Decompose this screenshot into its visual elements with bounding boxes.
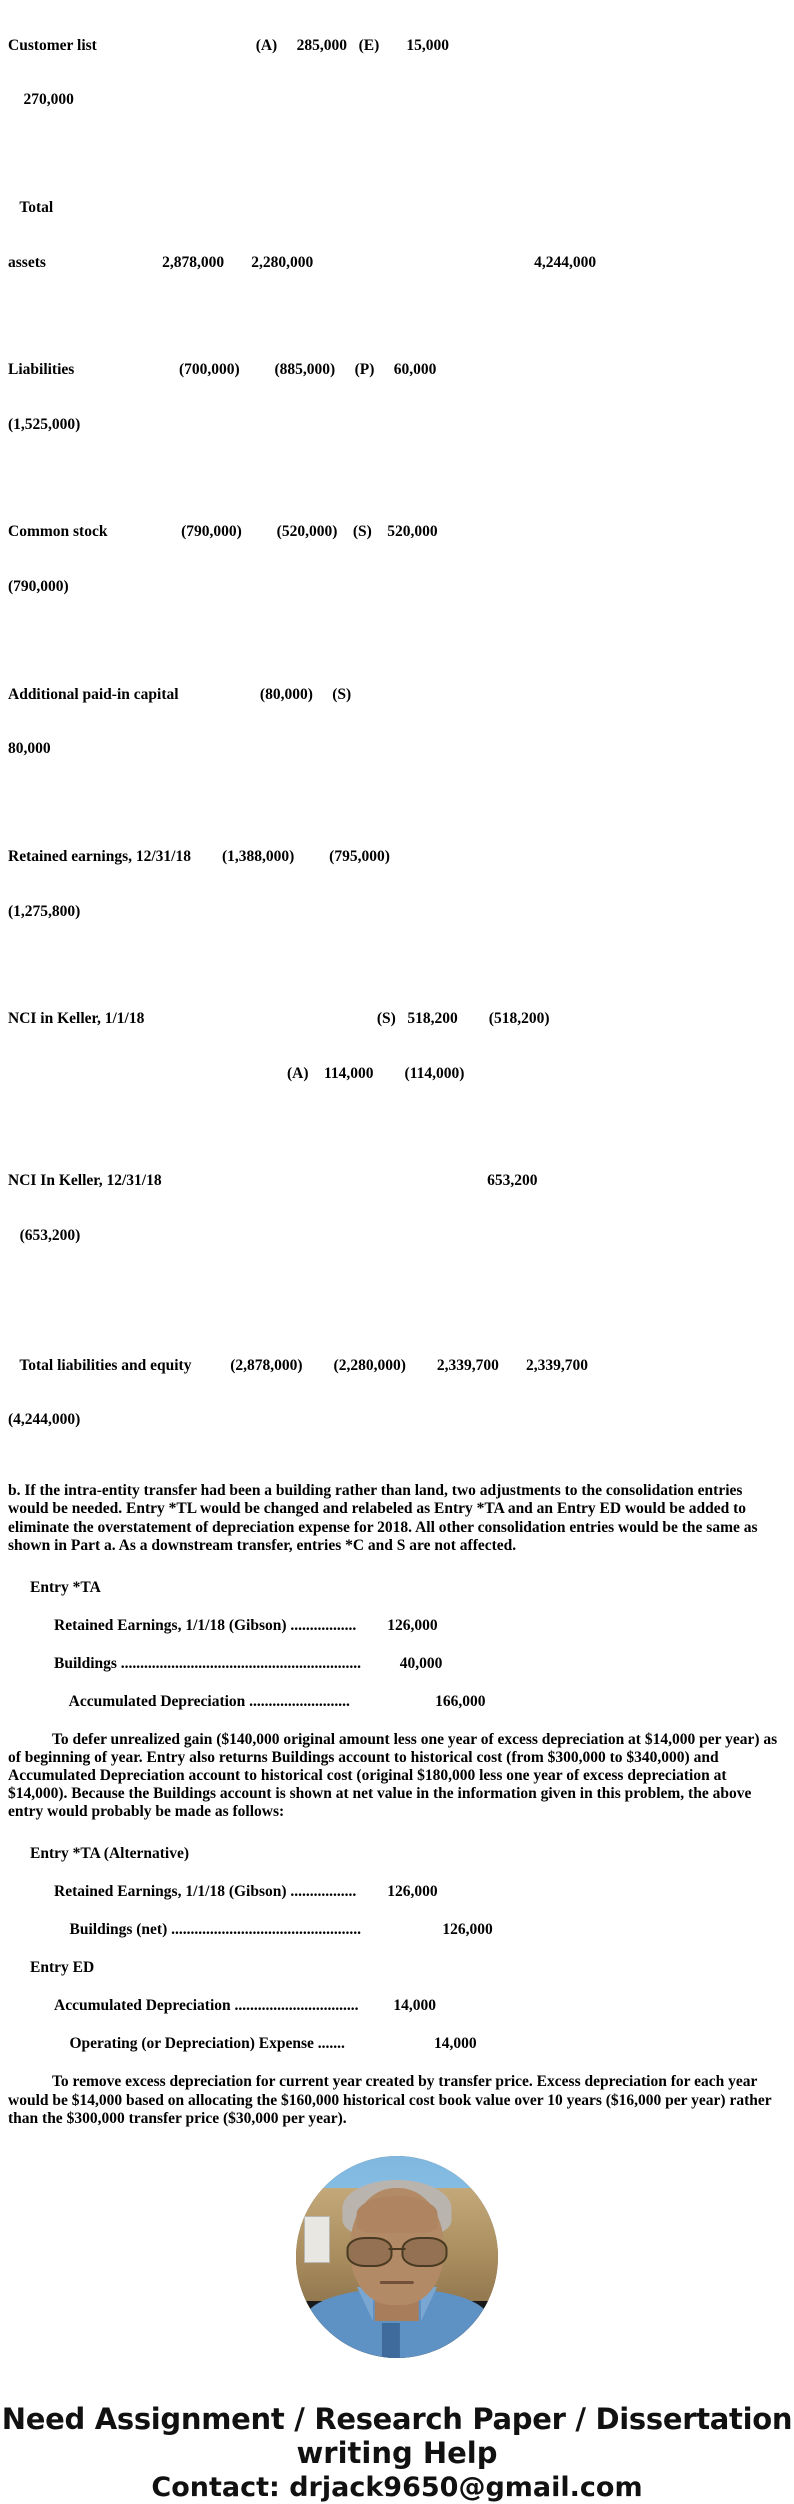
- photo-tie: [382, 2323, 400, 2357]
- photo-glasses-bridge: [389, 2248, 405, 2250]
- photo-background-switch-panel: [304, 2216, 330, 2262]
- photo-forehead: [357, 2196, 438, 2232]
- part-b-paragraph: b. If the intra-entity transfer had been a building rather than land, two adjustments to the consolidation entries would be needed. Entry *TL would be changed and relabeled as Entry *TA and an Entry ED would be added to eliminate the overstatement of depreciation expense for 2018. All other consolidation entries would be the same as shown in Part a. As a downstream transfer, entries *C and S are not affected.: [8, 1482, 758, 1554]
- promo-block: [0, 2402, 794, 2504]
- worksheet-row-line2: (A) 114,000 (114,000): [8, 1064, 465, 1082]
- entry-ta-explanation: To defer unrealized gain ($140,000 original amount less one year of excess depreciation at $14,000 per year) as of beginning of year. Entry also returns Buildings account to historical cost (from $300,000 to $340,000) and Accumulated Depreciation account to historical cost (original $180,000 less one year of excess depreciation at $14,000). Because the Buildings account is shown at net value in the information given in this problem, the above entry would probably be made as follows:: [8, 1730, 778, 1821]
- promo-line-2: writing Help: [296, 2435, 498, 2470]
- worksheet-row-total-assets: [8, 162, 786, 308]
- entry-ed-line-accumulated-depreciation: Accumulated Depreciation ................................ 14,000: [54, 1997, 437, 2015]
- worksheet-row-line2: (4,244,000): [8, 1411, 81, 1429]
- section-gap: [0, 1835, 794, 1845]
- worksheet-row-line1: Additional paid-in capital (80,000) (S): [8, 685, 352, 703]
- portrait-container: [0, 2156, 794, 2358]
- entry-ed-line-operating-expense: Operating (or Depreciation) Expense ....... 14,000: [54, 2035, 477, 2053]
- worksheet-row-customer-list: [8, 0, 786, 146]
- worksheet-row-line1: Total: [8, 198, 54, 216]
- entry-ta-alternative-title: Entry *TA (Alternative): [30, 1845, 189, 1863]
- worksheet-row-line1: Liabilities (700,000) (885,000) (P) 60,000: [8, 361, 437, 379]
- photo-mouth: [380, 2281, 414, 2284]
- worksheet-row-line1: NCI In Keller, 12/31/18 653,200: [8, 1172, 538, 1190]
- worksheet-row-line2: (653,200): [8, 1227, 81, 1245]
- photo-lens-left: [347, 2237, 393, 2267]
- entry-ta-line-buildings: Buildings .............................................................. 40,000: [54, 1654, 443, 1672]
- entry-ta-line-accumulated-depreciation: Accumulated Depreciation .......................... 166,000: [54, 1692, 486, 1710]
- worksheet-row-total-liabilities-and-equity: [8, 1320, 786, 1466]
- worksheet-row-line2: (1,275,800): [8, 902, 81, 920]
- entry-ta-alt-line-buildings-net: Buildings (net) ................................................. 126,000: [54, 1921, 493, 1939]
- worksheet-row-line1: Customer list (A) 285,000 (E) 15,000: [8, 36, 450, 54]
- worksheet-row-retained-earnings: [8, 811, 786, 957]
- entry-ed-explanation: To remove excess depreciation for current year created by transfer price. Excess depreciation for each year would be $14,000 based on allocating the $160,000 historical cost book value over 10 years ($16,000 per year) rather than the $300,000 transfer price ($30,000 per year).: [8, 2073, 772, 2127]
- worksheet-row-nci-ending: [8, 1136, 786, 1282]
- worksheet-row-line2: 270,000: [8, 91, 74, 109]
- worksheet-row-line1: Retained earnings, 12/31/18 (1,388,000) (795,000): [8, 847, 390, 865]
- worksheet-row-line2: (1,525,000): [8, 415, 81, 433]
- glasses-icon: [347, 2237, 448, 2263]
- worksheet-row-common-stock: [8, 487, 786, 633]
- avatar: [296, 2156, 498, 2358]
- worksheet-row-line1: Common stock (790,000) (520,000) (S) 520,000: [8, 523, 438, 541]
- entry-ta-title: Entry *TA: [30, 1578, 101, 1596]
- photo-lens-right: [401, 2237, 447, 2267]
- entry-ed-title: Entry ED: [30, 1959, 95, 1977]
- promo-contact-email: Contact: drjack9650@gmail.com: [151, 2472, 643, 2504]
- section-gap: [0, 1569, 794, 1579]
- worksheet-row-line2: (790,000): [8, 578, 69, 596]
- worksheet-gap: [8, 1298, 786, 1320]
- worksheet-row-liabilities: [8, 325, 786, 471]
- promo-line-1: Need Assignment / Research Paper / Dissertation: [1, 2401, 793, 2436]
- entry-ta-line-retained-earnings: Retained Earnings, 1/1/18 (Gibson) ................. 126,000: [54, 1616, 438, 1634]
- worksheet-row-line1: NCI in Keller, 1/1/18 (S) 518,200 (518,200): [8, 1010, 550, 1028]
- worksheet-row-additional-paid-in-capital: [8, 649, 786, 795]
- worksheet-row-line2: 80,000: [8, 740, 51, 758]
- worksheet-row-line2: assets 2,878,000 2,280,000 4,244,000: [8, 253, 597, 271]
- entry-ta-alt-line-retained-earnings: Retained Earnings, 1/1/18 (Gibson) ................. 126,000: [54, 1883, 438, 1901]
- worksheet-row-line1: Total liabilities and equity (2,878,000) (2,280,000) 2,339,700 2,339,700: [8, 1356, 588, 1374]
- worksheet-row-nci-beginning: [8, 974, 786, 1120]
